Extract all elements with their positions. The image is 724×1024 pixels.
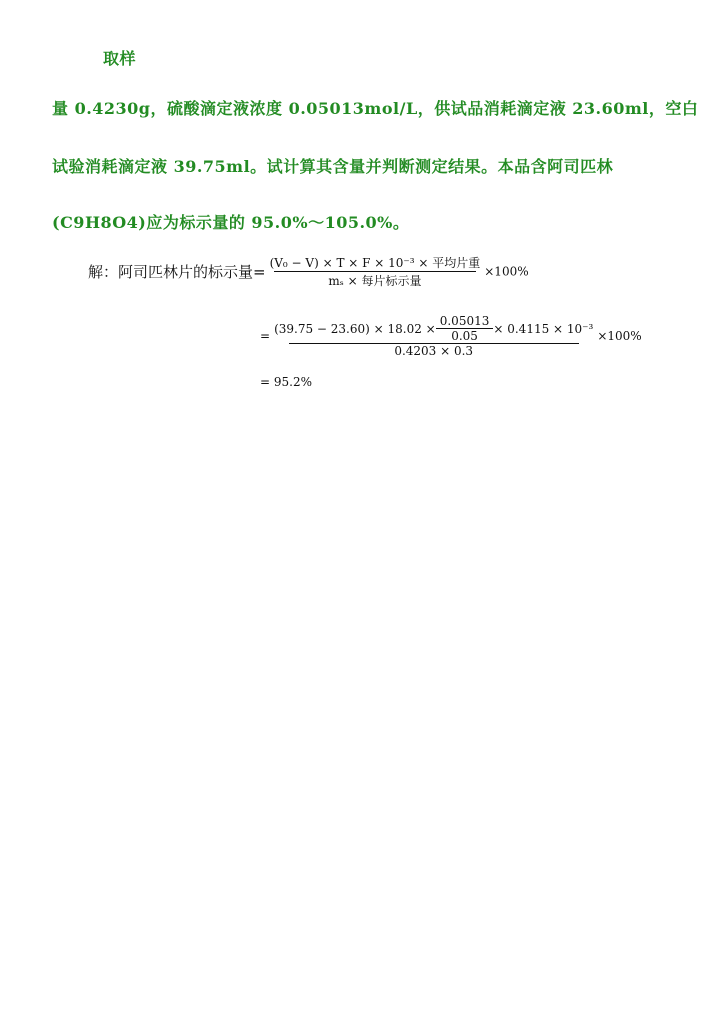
equals-sign: = — [260, 329, 271, 343]
solution-formula — [88, 254, 529, 289]
section-heading: 取样 — [103, 49, 137, 68]
step1-right: × 0.4115 × 10⁻³ — [493, 321, 594, 336]
step1-inner-denominator: 0.05 — [451, 329, 478, 343]
step1-denominator: 0.4203 × 0.3 — [394, 344, 474, 358]
problem-line-1: 量 0.4230g，硫酸滴定液浓度 0.05013mol/L，供试品消耗滴定液 23.60ml，空白 — [52, 99, 699, 118]
formula-fraction — [266, 254, 485, 289]
step1-inner-numerator: 0.05013 — [439, 314, 490, 328]
formula-numerator: (V₀ − V) × T × F × 10⁻³ × 平均片重 — [269, 256, 481, 270]
problem-line-2: 试验消耗滴定液 39.75ml。试计算其含量并判断测定结果。本品含阿司匹林 — [52, 157, 614, 176]
step1-tail: ×100% — [597, 329, 642, 343]
solution-prefix: 解：阿司匹林片的标示量= — [88, 263, 266, 281]
problem-line-3: (C9H8O4)应为标示量的 95.0%～105.0%。 — [52, 213, 410, 232]
solution-result: = 95.2% — [260, 375, 312, 389]
step1-numerator — [270, 314, 597, 343]
formula-tail: ×100% — [484, 264, 529, 279]
step1-left: (39.75 − 23.60) × 18.02 × — [274, 321, 436, 336]
step1-fraction — [270, 314, 597, 358]
formula-denominator: mₛ × 每片标示量 — [328, 274, 422, 288]
step1-inner-fraction — [436, 314, 494, 343]
solution-step-1 — [260, 314, 642, 358]
